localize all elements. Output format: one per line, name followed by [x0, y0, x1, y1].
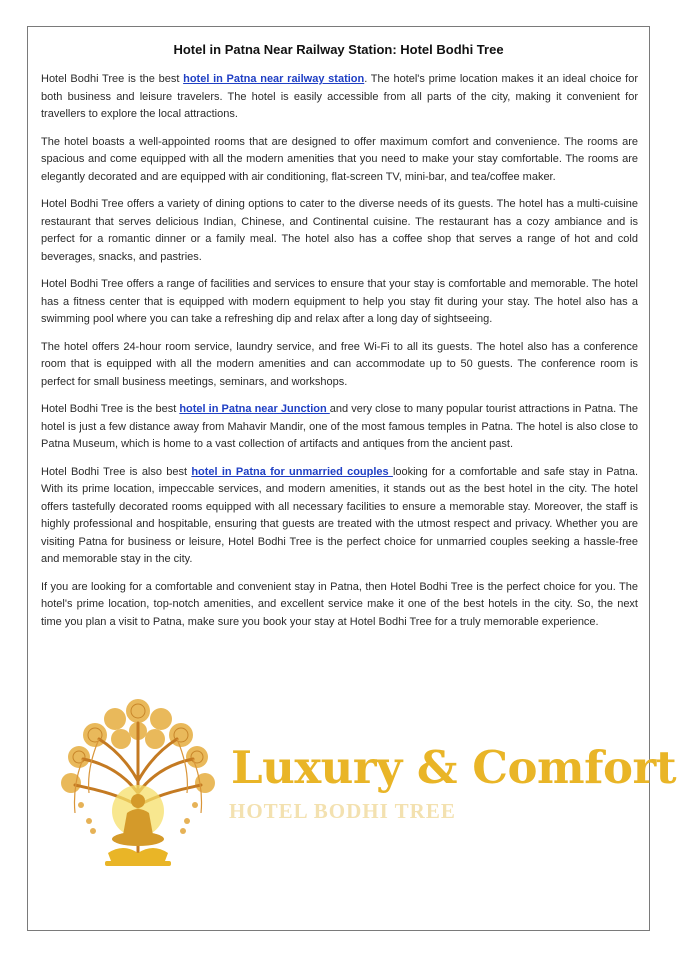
page-title: Hotel in Patna Near Railway Station: Hotel Bodhi Tree	[173, 42, 504, 57]
paragraph-text: looking for a comfortable and safe stay in Patna. With its prime location, impeccable services, and modern amenities, it stands out as the best hotel in the city. The hotel offers tastefully decorated rooms equipped with all necessary facilities to ensure a memorable stay. Moreover, the staff is highly professional and hospitable, ensuring that guests are treated with the utmost respect and privacy. Whether you are visiting Patna for business or leisure, Hotel Bodhi Tree is the perfect choice for unmarried couples seeking a hassle-free and memorable stay in the city.	[41, 465, 639, 565]
paragraph-services: The hotel offers 24-hour room service, laundry service, and free Wi-Fi to all its guests. The hotel also has a conference room that is equipped with all the modern amenities and can accommodate up to 50 guests. The conference room is perfect for small business meetings, seminars, and workshops.	[41, 340, 638, 388]
paragraph-facilities: Hotel Bodhi Tree offers a range of facilities and services to ensure that your stay is comfortable and memorable. The hotel has a fitness center that is equipped with modern equipment to help you stay fit during your stay. The hotel also has a swimming pool where you can take a refreshing dip and relax after a long day of sightseeing.	[41, 278, 638, 325]
link-railway-station[interactable]: hotel in Patna near railway station	[183, 73, 365, 85]
paragraph-couples	[41, 464, 638, 569]
paragraph-text: Hotel Bodhi Tree is the best	[41, 403, 180, 415]
paragraph-junction	[41, 401, 638, 454]
paragraph-text: . The hotel's prime location makes it an ideal choice for both business and leisure travelers. The hotel is easily accessible from all parts of the city, making it convenient for travellers to explore the local attractions.	[41, 73, 638, 120]
paragraph-text: Hotel Bodhi Tree is also best	[41, 465, 192, 478]
article-body	[41, 71, 638, 641]
paragraph-intro	[41, 71, 638, 124]
banner-subtitle: HOTEL BODHI TREE	[229, 799, 456, 823]
paragraph-text: Hotel Bodhi Tree is the best	[41, 73, 184, 85]
banner-headline: Luxury & Comfort	[231, 741, 677, 794]
hotel-banner	[53, 693, 677, 883]
link-junction[interactable]: hotel in Patna near Junction	[179, 403, 330, 415]
paragraph-rooms: The hotel boasts a well-appointed rooms that are designed to offer maximum comfort and convenience. The rooms are spacious and come equipped with all the modern amenities that you need to make your stay comfortable. The rooms are elegantly decorated and are equipped with air conditioning, flat-screen TV, mini-bar, and tea/coffee maker.	[41, 135, 638, 183]
paragraph-text: and very close to many popular tourist attractions in Patna. The hotel is just a few distance away from Mahavir Mandir, one of the most famous temples in Patna. The hotel is also close to Patna Museum, which is home to a vast collection of artifacts and antiques from the ancient past.	[41, 403, 638, 450]
bodhi-tree-buddha-icon	[53, 693, 223, 883]
link-unmarried-couples[interactable]: hotel in Patna for unmarried couples	[191, 465, 393, 478]
paragraph-closing: If you are looking for a comfortable and convenient stay in Patna, then Hotel Bodhi Tree is the perfect choice for you. The hotel's prime location, top-notch amenities, and excellent service make it one of the best hotels in the city. So, the next time you plan a visit to Patna, make sure you book your stay at Hotel Bodhi Tree for a truly memorable experience.	[41, 580, 638, 628]
paragraph-dining: Hotel Bodhi Tree offers a variety of dining options to cater to the diverse needs of its guests. The hotel has a multi-cuisine restaurant that serves delicious Indian, Chinese, and Continental cuisine. The restaurant has a cozy ambiance and is perfect for a romantic dinner or a family meal. The hotel also has a coffee shop that serves a range of hot and cold beverages, snacks, and pastries.	[41, 198, 638, 263]
document-page	[27, 26, 677, 931]
